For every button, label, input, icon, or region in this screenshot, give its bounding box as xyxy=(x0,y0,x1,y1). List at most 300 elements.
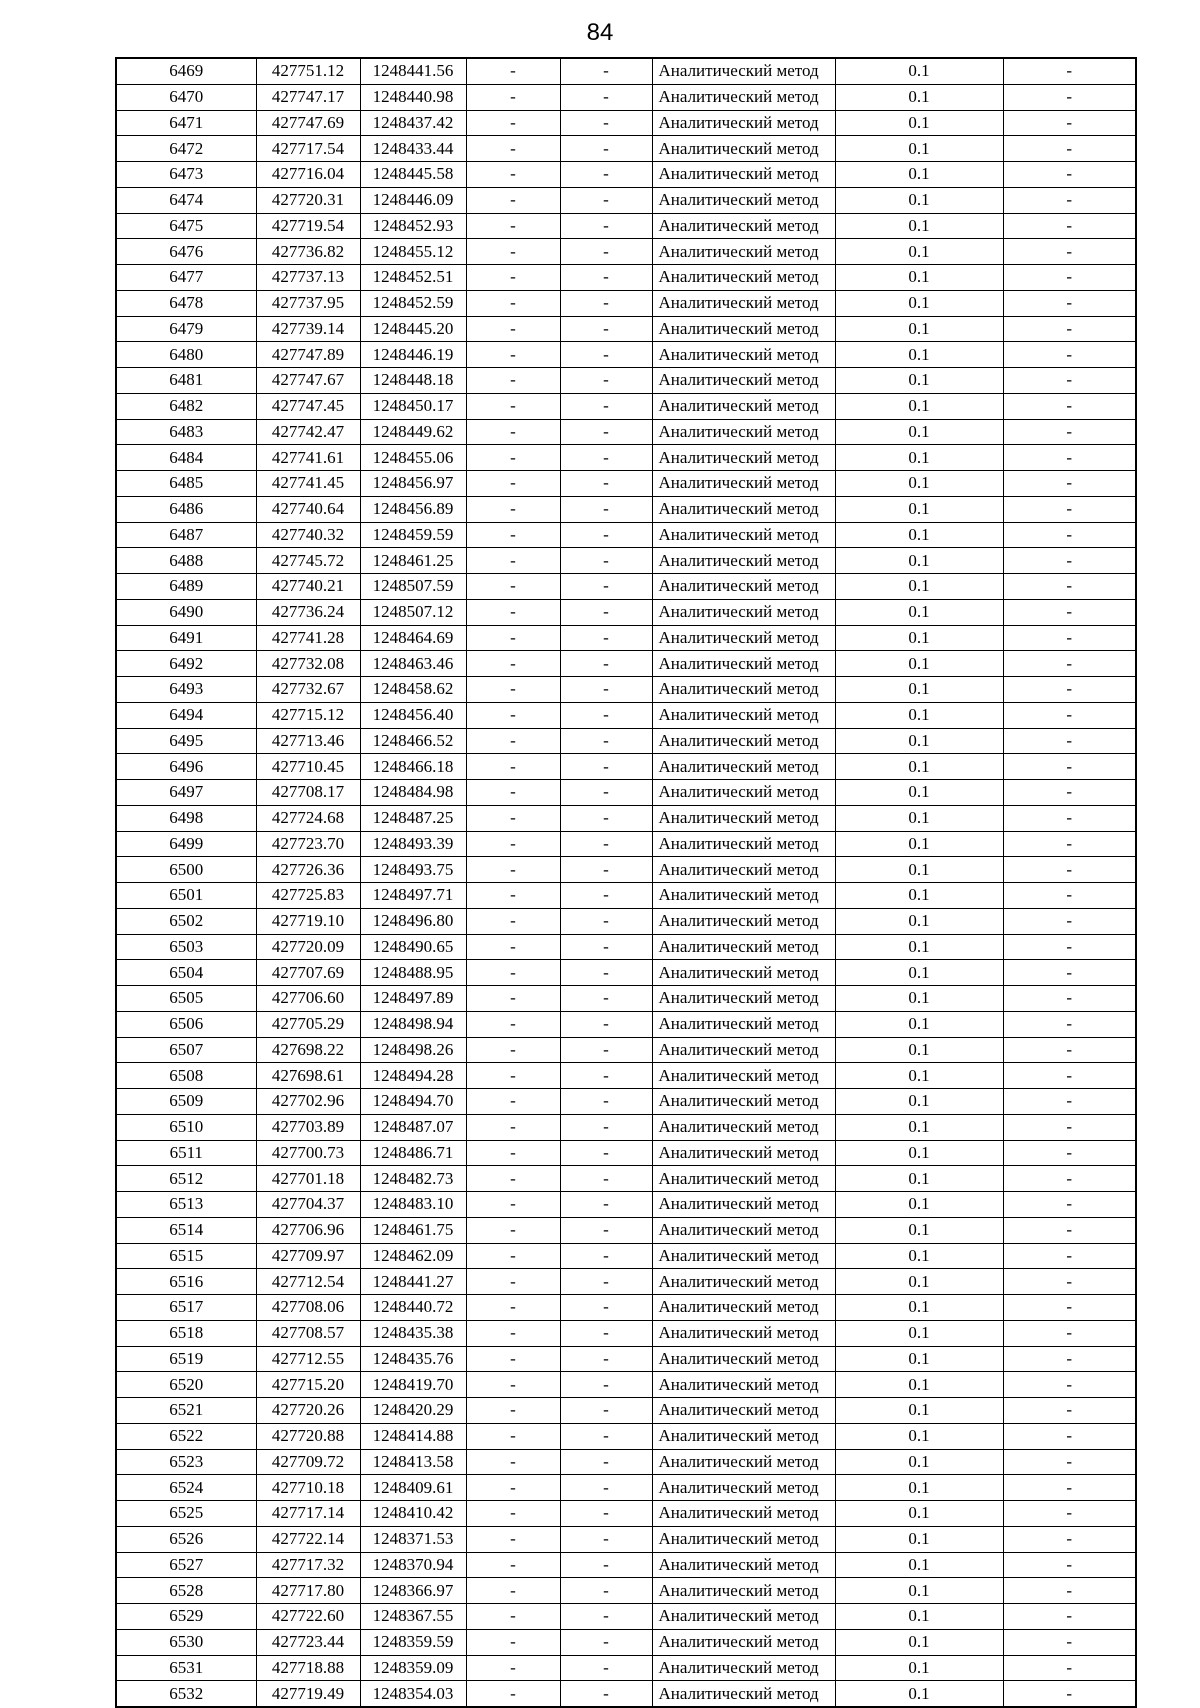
cell-point-number: 6472 xyxy=(116,136,256,162)
table-row xyxy=(116,1655,1136,1681)
cell-point-number: 6470 xyxy=(116,84,256,110)
cell-point-number: 6529 xyxy=(116,1604,256,1630)
table-row xyxy=(116,728,1136,754)
cell-point-number: 6524 xyxy=(116,1475,256,1501)
cell-accuracy: 0.1 xyxy=(835,1295,1003,1321)
table-row xyxy=(116,471,1136,497)
cell-empty-dash: - xyxy=(1003,805,1136,831)
cell-empty-dash: - xyxy=(466,805,560,831)
cell-point-number: 6490 xyxy=(116,599,256,625)
cell-empty-dash: - xyxy=(1003,1192,1136,1218)
cell-method: Аналитический метод xyxy=(652,496,835,522)
cell-empty-dash: - xyxy=(466,1604,560,1630)
cell-y-coordinate: 1248446.09 xyxy=(360,187,466,213)
cell-point-number: 6511 xyxy=(116,1140,256,1166)
cell-method: Аналитический метод xyxy=(652,574,835,600)
cell-point-number: 6515 xyxy=(116,1243,256,1269)
cell-point-number: 6496 xyxy=(116,754,256,780)
cell-point-number: 6519 xyxy=(116,1346,256,1372)
cell-method: Аналитический метод xyxy=(652,1243,835,1269)
cell-method: Аналитический метод xyxy=(652,1578,835,1604)
cell-point-number: 6527 xyxy=(116,1552,256,1578)
cell-y-coordinate: 1248487.25 xyxy=(360,805,466,831)
cell-y-coordinate: 1248456.40 xyxy=(360,702,466,728)
cell-point-number: 6480 xyxy=(116,342,256,368)
cell-accuracy: 0.1 xyxy=(835,136,1003,162)
cell-accuracy: 0.1 xyxy=(835,110,1003,136)
cell-empty-dash: - xyxy=(1003,316,1136,342)
cell-empty-dash: - xyxy=(466,522,560,548)
cell-accuracy: 0.1 xyxy=(835,445,1003,471)
cell-empty-dash: - xyxy=(560,1089,652,1115)
table-row xyxy=(116,239,1136,265)
cell-point-number: 6488 xyxy=(116,548,256,574)
cell-empty-dash: - xyxy=(466,316,560,342)
table-row xyxy=(116,548,1136,574)
cell-accuracy: 0.1 xyxy=(835,1449,1003,1475)
cell-point-number: 6508 xyxy=(116,1063,256,1089)
cell-x-coordinate: 427710.18 xyxy=(256,1475,360,1501)
cell-y-coordinate: 1248464.69 xyxy=(360,625,466,651)
cell-empty-dash: - xyxy=(560,342,652,368)
cell-x-coordinate: 427717.54 xyxy=(256,136,360,162)
cell-empty-dash: - xyxy=(1003,136,1136,162)
table-row xyxy=(116,857,1136,883)
cell-empty-dash: - xyxy=(1003,548,1136,574)
cell-empty-dash: - xyxy=(1003,1629,1136,1655)
cell-accuracy: 0.1 xyxy=(835,883,1003,909)
cell-method: Аналитический метод xyxy=(652,213,835,239)
cell-empty-dash: - xyxy=(466,136,560,162)
cell-point-number: 6494 xyxy=(116,702,256,728)
cell-accuracy: 0.1 xyxy=(835,1269,1003,1295)
cell-y-coordinate: 1248452.51 xyxy=(360,265,466,291)
cell-point-number: 6484 xyxy=(116,445,256,471)
cell-x-coordinate: 427740.32 xyxy=(256,522,360,548)
cell-empty-dash: - xyxy=(560,136,652,162)
cell-y-coordinate: 1248366.97 xyxy=(360,1578,466,1604)
cell-empty-dash: - xyxy=(1003,84,1136,110)
cell-x-coordinate: 427715.12 xyxy=(256,702,360,728)
cell-empty-dash: - xyxy=(560,651,652,677)
table-row xyxy=(116,1423,1136,1449)
cell-empty-dash: - xyxy=(560,368,652,394)
cell-point-number: 6513 xyxy=(116,1192,256,1218)
cell-accuracy: 0.1 xyxy=(835,84,1003,110)
cell-empty-dash: - xyxy=(560,187,652,213)
cell-empty-dash: - xyxy=(466,677,560,703)
cell-accuracy: 0.1 xyxy=(835,1243,1003,1269)
table-row xyxy=(116,599,1136,625)
cell-y-coordinate: 1248466.52 xyxy=(360,728,466,754)
cell-empty-dash: - xyxy=(1003,1578,1136,1604)
cell-empty-dash: - xyxy=(1003,1449,1136,1475)
cell-method: Аналитический метод xyxy=(652,1192,835,1218)
cell-empty-dash: - xyxy=(1003,1295,1136,1321)
cell-x-coordinate: 427737.95 xyxy=(256,290,360,316)
cell-accuracy: 0.1 xyxy=(835,548,1003,574)
cell-empty-dash: - xyxy=(1003,522,1136,548)
cell-empty-dash: - xyxy=(466,1398,560,1424)
cell-empty-dash: - xyxy=(1003,393,1136,419)
cell-point-number: 6474 xyxy=(116,187,256,213)
cell-empty-dash: - xyxy=(560,780,652,806)
cell-empty-dash: - xyxy=(560,1346,652,1372)
cell-empty-dash: - xyxy=(1003,1655,1136,1681)
cell-empty-dash: - xyxy=(560,1217,652,1243)
cell-y-coordinate: 1248461.75 xyxy=(360,1217,466,1243)
cell-empty-dash: - xyxy=(1003,599,1136,625)
cell-empty-dash: - xyxy=(466,393,560,419)
cell-accuracy: 0.1 xyxy=(835,1372,1003,1398)
cell-x-coordinate: 427745.72 xyxy=(256,548,360,574)
cell-y-coordinate: 1248448.18 xyxy=(360,368,466,394)
cell-empty-dash: - xyxy=(466,651,560,677)
cell-empty-dash: - xyxy=(560,574,652,600)
table-row xyxy=(116,265,1136,291)
cell-x-coordinate: 427740.21 xyxy=(256,574,360,600)
cell-empty-dash: - xyxy=(560,213,652,239)
cell-empty-dash: - xyxy=(560,1501,652,1527)
cell-y-coordinate: 1248452.59 xyxy=(360,290,466,316)
cell-method: Аналитический метод xyxy=(652,393,835,419)
table-row xyxy=(116,522,1136,548)
cell-empty-dash: - xyxy=(1003,1166,1136,1192)
cell-empty-dash: - xyxy=(466,368,560,394)
table-row xyxy=(116,187,1136,213)
cell-empty-dash: - xyxy=(1003,162,1136,188)
cell-point-number: 6525 xyxy=(116,1501,256,1527)
cell-empty-dash: - xyxy=(466,1320,560,1346)
page-number: 84 xyxy=(586,19,614,46)
cell-empty-dash: - xyxy=(560,986,652,1012)
cell-empty-dash: - xyxy=(1003,1475,1136,1501)
cell-empty-dash: - xyxy=(560,1295,652,1321)
cell-empty-dash: - xyxy=(560,1475,652,1501)
cell-accuracy: 0.1 xyxy=(835,187,1003,213)
cell-x-coordinate: 427737.13 xyxy=(256,265,360,291)
cell-point-number: 6506 xyxy=(116,1011,256,1037)
cell-empty-dash: - xyxy=(1003,1269,1136,1295)
cell-point-number: 6498 xyxy=(116,805,256,831)
cell-point-number: 6497 xyxy=(116,780,256,806)
cell-x-coordinate: 427707.69 xyxy=(256,960,360,986)
table-row xyxy=(116,677,1136,703)
cell-point-number: 6481 xyxy=(116,368,256,394)
cell-accuracy: 0.1 xyxy=(835,1089,1003,1115)
cell-accuracy: 0.1 xyxy=(835,625,1003,651)
cell-empty-dash: - xyxy=(560,419,652,445)
cell-y-coordinate: 1248440.72 xyxy=(360,1295,466,1321)
cell-y-coordinate: 1248435.38 xyxy=(360,1320,466,1346)
cell-empty-dash: - xyxy=(1003,986,1136,1012)
cell-empty-dash: - xyxy=(466,1655,560,1681)
cell-empty-dash: - xyxy=(466,1372,560,1398)
cell-empty-dash: - xyxy=(560,522,652,548)
cell-point-number: 6526 xyxy=(116,1526,256,1552)
cell-x-coordinate: 427724.68 xyxy=(256,805,360,831)
cell-point-number: 6489 xyxy=(116,574,256,600)
cell-y-coordinate: 1248449.62 xyxy=(360,419,466,445)
cell-empty-dash: - xyxy=(466,1063,560,1089)
table-row xyxy=(116,1320,1136,1346)
cell-y-coordinate: 1248359.09 xyxy=(360,1655,466,1681)
table-row xyxy=(116,1346,1136,1372)
cell-empty-dash: - xyxy=(560,831,652,857)
cell-empty-dash: - xyxy=(560,677,652,703)
cell-point-number: 6501 xyxy=(116,883,256,909)
cell-empty-dash: - xyxy=(1003,754,1136,780)
cell-empty-dash: - xyxy=(1003,342,1136,368)
cell-empty-dash: - xyxy=(466,1475,560,1501)
cell-accuracy: 0.1 xyxy=(835,1320,1003,1346)
cell-y-coordinate: 1248497.89 xyxy=(360,986,466,1012)
table-row xyxy=(116,1140,1136,1166)
table-row xyxy=(116,883,1136,909)
cell-empty-dash: - xyxy=(560,1269,652,1295)
cell-empty-dash: - xyxy=(466,1526,560,1552)
cell-x-coordinate: 427719.10 xyxy=(256,908,360,934)
cell-y-coordinate: 1248466.18 xyxy=(360,754,466,780)
cell-empty-dash: - xyxy=(466,960,560,986)
cell-method: Аналитический метод xyxy=(652,342,835,368)
cell-y-coordinate: 1248459.59 xyxy=(360,522,466,548)
cell-empty-dash: - xyxy=(560,1526,652,1552)
cell-x-coordinate: 427726.36 xyxy=(256,857,360,883)
cell-x-coordinate: 427720.09 xyxy=(256,934,360,960)
cell-x-coordinate: 427747.17 xyxy=(256,84,360,110)
table-row xyxy=(116,1372,1136,1398)
cell-x-coordinate: 427700.73 xyxy=(256,1140,360,1166)
cell-y-coordinate: 1248455.06 xyxy=(360,445,466,471)
cell-accuracy: 0.1 xyxy=(835,934,1003,960)
cell-empty-dash: - xyxy=(1003,471,1136,497)
cell-method: Аналитический метод xyxy=(652,419,835,445)
cell-point-number: 6477 xyxy=(116,265,256,291)
cell-accuracy: 0.1 xyxy=(835,419,1003,445)
cell-empty-dash: - xyxy=(466,239,560,265)
cell-method: Аналитический метод xyxy=(652,908,835,934)
cell-empty-dash: - xyxy=(1003,1320,1136,1346)
table-row xyxy=(116,1089,1136,1115)
cell-empty-dash: - xyxy=(560,857,652,883)
cell-empty-dash: - xyxy=(1003,1372,1136,1398)
cell-empty-dash: - xyxy=(466,162,560,188)
cell-method: Аналитический метод xyxy=(652,831,835,857)
cell-empty-dash: - xyxy=(560,1243,652,1269)
table-row xyxy=(116,780,1136,806)
cell-empty-dash: - xyxy=(466,831,560,857)
cell-accuracy: 0.1 xyxy=(835,239,1003,265)
cell-empty-dash: - xyxy=(466,908,560,934)
cell-empty-dash: - xyxy=(466,599,560,625)
cell-point-number: 6483 xyxy=(116,419,256,445)
cell-x-coordinate: 427710.45 xyxy=(256,754,360,780)
cell-empty-dash: - xyxy=(466,1011,560,1037)
cell-y-coordinate: 1248487.07 xyxy=(360,1114,466,1140)
cell-x-coordinate: 427732.08 xyxy=(256,651,360,677)
table-row xyxy=(116,1037,1136,1063)
cell-method: Аналитический метод xyxy=(652,883,835,909)
cell-point-number: 6523 xyxy=(116,1449,256,1475)
cell-accuracy: 0.1 xyxy=(835,471,1003,497)
cell-empty-dash: - xyxy=(1003,574,1136,600)
cell-method: Аналитический метод xyxy=(652,1501,835,1527)
cell-empty-dash: - xyxy=(466,857,560,883)
cell-accuracy: 0.1 xyxy=(835,1398,1003,1424)
cell-method: Аналитический метод xyxy=(652,1655,835,1681)
cell-accuracy: 0.1 xyxy=(835,1604,1003,1630)
cell-y-coordinate: 1248496.80 xyxy=(360,908,466,934)
cell-y-coordinate: 1248463.46 xyxy=(360,651,466,677)
table-row xyxy=(116,1269,1136,1295)
cell-x-coordinate: 427709.72 xyxy=(256,1449,360,1475)
cell-x-coordinate: 427719.49 xyxy=(256,1681,360,1707)
cell-method: Аналитический метод xyxy=(652,651,835,677)
cell-x-coordinate: 427736.24 xyxy=(256,599,360,625)
table-row xyxy=(116,1629,1136,1655)
cell-point-number: 6520 xyxy=(116,1372,256,1398)
cell-x-coordinate: 427739.14 xyxy=(256,316,360,342)
cell-method: Аналитический метод xyxy=(652,445,835,471)
cell-empty-dash: - xyxy=(560,316,652,342)
cell-empty-dash: - xyxy=(466,728,560,754)
cell-empty-dash: - xyxy=(560,1114,652,1140)
cell-point-number: 6500 xyxy=(116,857,256,883)
cell-empty-dash: - xyxy=(466,342,560,368)
table-row xyxy=(116,1526,1136,1552)
cell-point-number: 6514 xyxy=(116,1217,256,1243)
cell-method: Аналитический метод xyxy=(652,677,835,703)
cell-empty-dash: - xyxy=(560,239,652,265)
cell-method: Аналитический метод xyxy=(652,702,835,728)
cell-empty-dash: - xyxy=(560,625,652,651)
cell-accuracy: 0.1 xyxy=(835,393,1003,419)
cell-empty-dash: - xyxy=(560,84,652,110)
cell-empty-dash: - xyxy=(1003,883,1136,909)
table-row xyxy=(116,1192,1136,1218)
cell-empty-dash: - xyxy=(560,445,652,471)
cell-point-number: 6528 xyxy=(116,1578,256,1604)
cell-y-coordinate: 1248498.94 xyxy=(360,1011,466,1037)
cell-method: Аналитический метод xyxy=(652,728,835,754)
cell-empty-dash: - xyxy=(1003,1243,1136,1269)
cell-method: Аналитический метод xyxy=(652,1423,835,1449)
cell-empty-dash: - xyxy=(560,1552,652,1578)
cell-point-number: 6491 xyxy=(116,625,256,651)
cell-point-number: 6530 xyxy=(116,1629,256,1655)
table-row xyxy=(116,986,1136,1012)
cell-empty-dash: - xyxy=(560,1604,652,1630)
cell-y-coordinate: 1248494.70 xyxy=(360,1089,466,1115)
cell-point-number: 6512 xyxy=(116,1166,256,1192)
cell-empty-dash: - xyxy=(560,702,652,728)
cell-empty-dash: - xyxy=(466,1346,560,1372)
cell-empty-dash: - xyxy=(1003,908,1136,934)
cell-method: Аналитический метод xyxy=(652,522,835,548)
cell-point-number: 6485 xyxy=(116,471,256,497)
cell-y-coordinate: 1248446.19 xyxy=(360,342,466,368)
cell-accuracy: 0.1 xyxy=(835,1037,1003,1063)
cell-empty-dash: - xyxy=(560,908,652,934)
cell-x-coordinate: 427718.88 xyxy=(256,1655,360,1681)
cell-y-coordinate: 1248410.42 xyxy=(360,1501,466,1527)
cell-method: Аналитический метод xyxy=(652,1552,835,1578)
table-row xyxy=(116,419,1136,445)
cell-method: Аналитический метод xyxy=(652,1140,835,1166)
cell-empty-dash: - xyxy=(1003,1398,1136,1424)
cell-empty-dash: - xyxy=(1003,1681,1136,1707)
cell-empty-dash: - xyxy=(1003,1423,1136,1449)
cell-empty-dash: - xyxy=(466,574,560,600)
cell-x-coordinate: 427717.32 xyxy=(256,1552,360,1578)
cell-empty-dash: - xyxy=(1003,1037,1136,1063)
cell-method: Аналитический метод xyxy=(652,1681,835,1707)
cell-y-coordinate: 1248371.53 xyxy=(360,1526,466,1552)
cell-empty-dash: - xyxy=(560,599,652,625)
cell-method: Аналитический метод xyxy=(652,1604,835,1630)
cell-accuracy: 0.1 xyxy=(835,651,1003,677)
cell-y-coordinate: 1248452.93 xyxy=(360,213,466,239)
cell-point-number: 6471 xyxy=(116,110,256,136)
cell-empty-dash: - xyxy=(466,1269,560,1295)
cell-point-number: 6518 xyxy=(116,1320,256,1346)
cell-accuracy: 0.1 xyxy=(835,1346,1003,1372)
table-row xyxy=(116,831,1136,857)
cell-empty-dash: - xyxy=(466,1578,560,1604)
cell-empty-dash: - xyxy=(466,1037,560,1063)
cell-method: Аналитический метод xyxy=(652,1398,835,1424)
cell-empty-dash: - xyxy=(466,548,560,574)
cell-y-coordinate: 1248409.61 xyxy=(360,1475,466,1501)
cell-empty-dash: - xyxy=(1003,1526,1136,1552)
table-row xyxy=(116,110,1136,136)
cell-x-coordinate: 427712.55 xyxy=(256,1346,360,1372)
cell-y-coordinate: 1248461.25 xyxy=(360,548,466,574)
table-row xyxy=(116,1501,1136,1527)
cell-method: Аналитический метод xyxy=(652,187,835,213)
table-row xyxy=(116,393,1136,419)
cell-empty-dash: - xyxy=(1003,1501,1136,1527)
cell-point-number: 6517 xyxy=(116,1295,256,1321)
cell-empty-dash: - xyxy=(560,393,652,419)
cell-point-number: 6492 xyxy=(116,651,256,677)
cell-x-coordinate: 427708.17 xyxy=(256,780,360,806)
table-row xyxy=(116,574,1136,600)
cell-empty-dash: - xyxy=(466,1629,560,1655)
cell-accuracy: 0.1 xyxy=(835,1578,1003,1604)
cell-empty-dash: - xyxy=(1003,857,1136,883)
cell-method: Аналитический метод xyxy=(652,1217,835,1243)
cell-method: Аналитический метод xyxy=(652,1372,835,1398)
cell-point-number: 6487 xyxy=(116,522,256,548)
cell-y-coordinate: 1248367.55 xyxy=(360,1604,466,1630)
cell-y-coordinate: 1248419.70 xyxy=(360,1372,466,1398)
cell-empty-dash: - xyxy=(466,1681,560,1707)
cell-y-coordinate: 1248488.95 xyxy=(360,960,466,986)
cell-method: Аналитический метод xyxy=(652,857,835,883)
cell-accuracy: 0.1 xyxy=(835,162,1003,188)
cell-accuracy: 0.1 xyxy=(835,1423,1003,1449)
cell-y-coordinate: 1248445.58 xyxy=(360,162,466,188)
cell-x-coordinate: 427705.29 xyxy=(256,1011,360,1037)
table-row xyxy=(116,754,1136,780)
cell-method: Аналитический метод xyxy=(652,84,835,110)
cell-method: Аналитический метод xyxy=(652,1526,835,1552)
cell-method: Аналитический метод xyxy=(652,986,835,1012)
cell-y-coordinate: 1248462.09 xyxy=(360,1243,466,1269)
cell-x-coordinate: 427732.67 xyxy=(256,677,360,703)
